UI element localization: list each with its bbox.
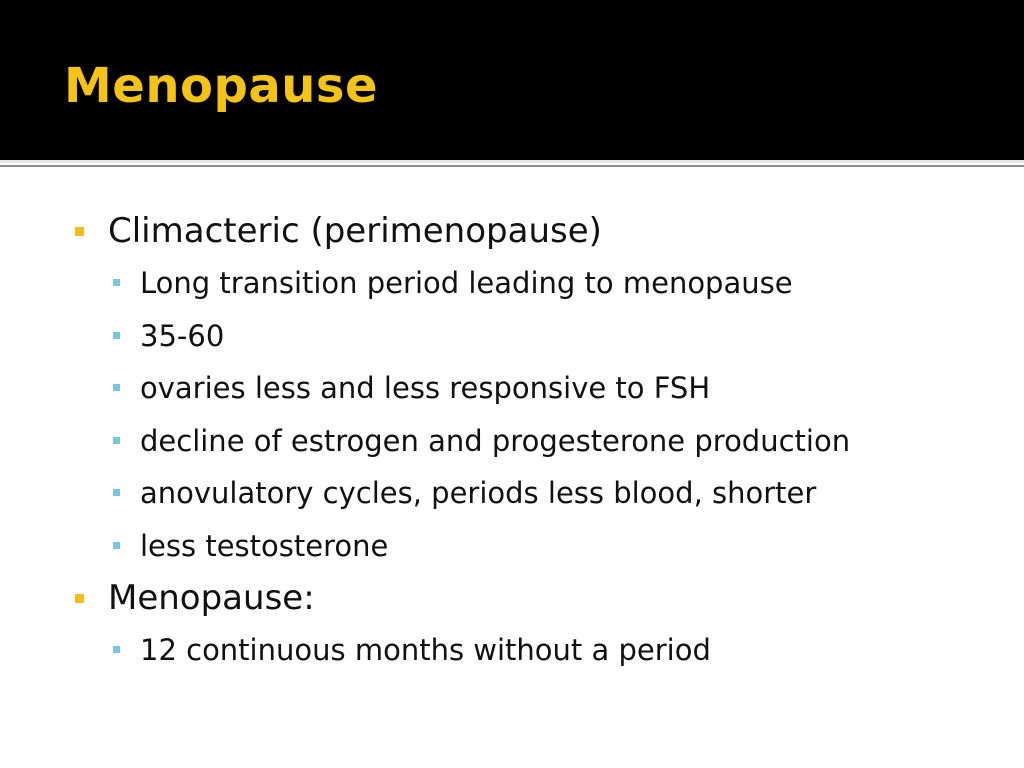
sub-bullet-text: 12 continuous months without a period [140,633,711,667]
title-bar [0,0,1024,160]
sub-bullet-item [72,257,1002,310]
sub-bullet-text: anovulatory cycles, periods less blood, shorter [140,476,817,510]
sub-bullet-item [72,520,1002,573]
title-divider-light [0,160,1024,163]
square-bullet-icon [113,384,120,391]
sub-bullet-text: less testosterone [140,528,389,563]
sub-bullet-item [72,362,1002,415]
square-bullet-icon [113,279,120,286]
sub-bullet-text: Long transition period leading to menopause [140,266,793,300]
sub-bullet-text: 35-60 [140,318,225,353]
bullet-item [72,572,1002,624]
slide-title: Menopause [64,58,379,114]
sub-bullet-item [72,310,1002,363]
bullet-item [72,205,1002,257]
sub-bullet-text: ovaries less and less responsive to FSH [140,371,711,405]
square-bullet-icon [113,646,120,653]
sub-bullet-text: decline of estrogen and progesterone production [140,423,851,458]
sub-bullet-item [72,415,1002,468]
bullet-list [72,205,1002,677]
square-bullet-icon [113,332,120,339]
square-bullet-icon [113,542,120,549]
square-bullet-icon [113,489,120,496]
title-divider-dark [0,165,1024,167]
square-bullet-icon [113,437,120,444]
sub-bullet-item [72,624,1002,677]
sub-bullet-item [72,467,1002,520]
square-bullet-icon [75,594,84,603]
bullet-text: Menopause: [108,578,315,618]
bullet-text: Climacteric (perimenopause) [108,211,602,251]
square-bullet-icon [75,227,84,236]
